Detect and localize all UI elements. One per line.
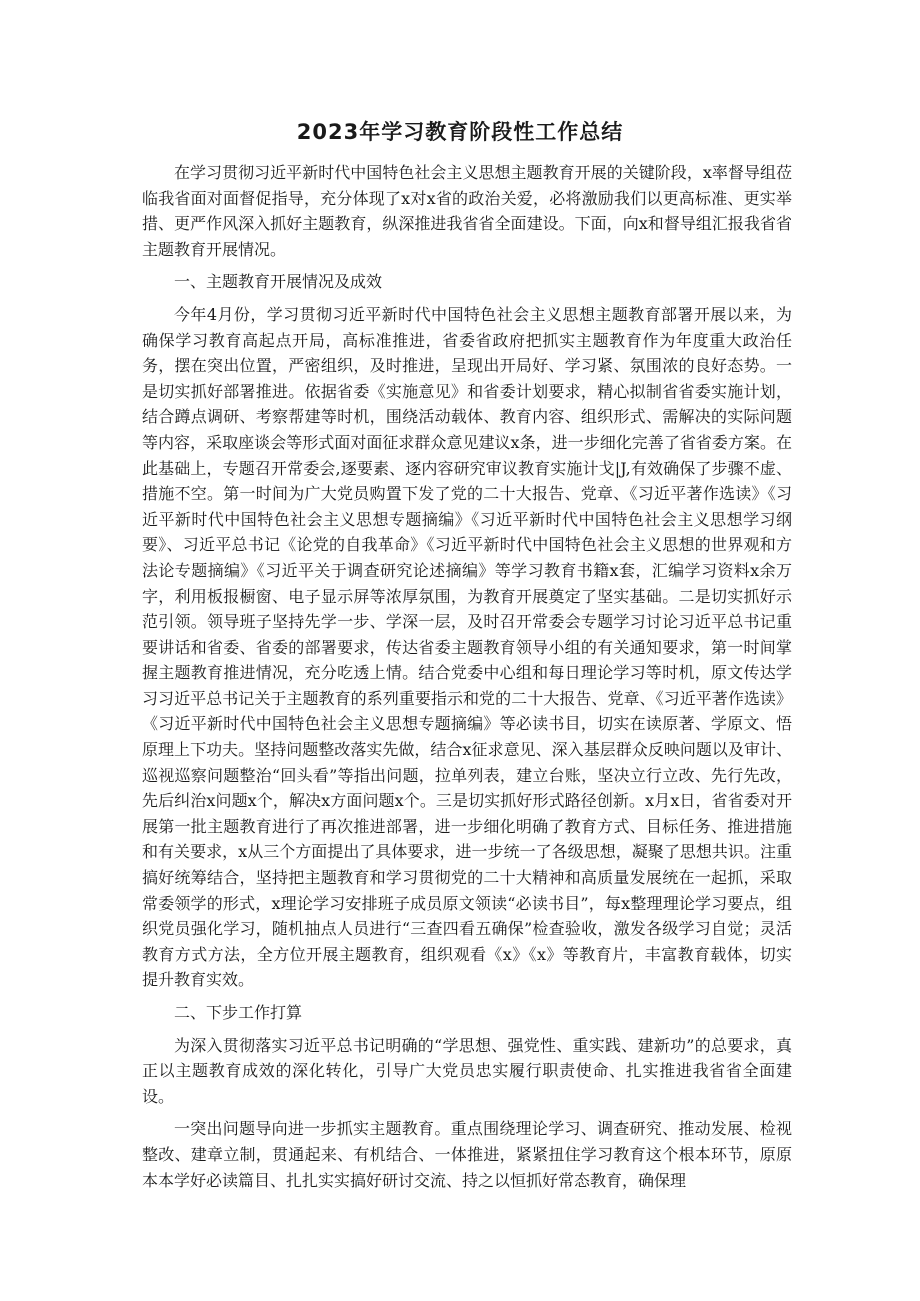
- document-title: 2023年学习教育阶段性工作总结: [296, 120, 624, 144]
- section-2-heading: 二、下步工作打算: [174, 1003, 303, 1022]
- document-body: [142, 160, 792, 1200]
- intro-paragraph: 在学习贯彻习近平新时代中国特色社会主义思想主题教育开展的关键阶段，x率督导组莅临我省面对面督促指导，充分体现了x对x省的政治关爱，必将激励我们以更高标准、更实举措、更严作风深入抓好主题教育，纵深推进我省省全面建设。下面，向x和督导组汇报我省省主题教育开展情况。: [142, 163, 792, 259]
- section-1-paragraph: 今年4月份，学习贯彻习近平新时代中国特色社会主义思想主题教育部署开展以来，为确保学习教育高起点开局，高标准推进，省委省政府把抓实主题教育作为年度重大政治任务，摆在突出位置，严密组织，及时推进，呈现出开局好、学习紧、氛围浓的良好态势。一是切实抓好部署推进。依据省委《实施意见》和省委计划要求，精心拟制省省委实施计划，结合蹲点调研、考察帮建等时机，围绕活动载体、教育内容、组织形式、需解决的实际问题等内容，采取座谈会等形式面对面征求群众意见建议x条，进一步细化完善了省省委方案。在此基础上，专题召开常委会,逐要素、逐内容研究审议教育实施计戈|J,有效确保了步骤不虚、措施不空。第一时间为广大党员购置下发了党的二十大报告、党章、《习近平著作选读》《习近平新时代中国特色社会主义思想专题摘编》《习近平新时代中国特色社会主义思想学习纲要》、习近平总书记《论党的自我革命》《习近平新时代中国特色社会主义思想的世界观和方法论专题摘编》《习近平关于调查研究论述摘编》等学习教育书籍x套，汇编学习资料x余万字，利用板报橱窗、电子显示屏等浓厚氛围，为教育开展奠定了坚实基础。二是切实抓好示范引领。领导班子坚持先学一步、学深一层，及时召开常委会专题学习讨论习近平总书记重要讲话和省委、省委的部署要求，传达省委主题教育领导小组的有关通知要求，第一时间掌握主题教育推进情况，充分吃透上情。结合党委中心组和每日理论学习等时机，原文传达学习习近平总书记关于主题教育的系列重要指示和党的二十大报告、党章、《习近平著作选读》《习近平新时代中国特色社会主义思想专题摘编》等必读书目，切实在读原著、学原文、悟原理上下功夫。坚持问题整改落实先做，结合x征求意见、深入基层群众反映问题以及审计、巡视巡察问题整治“回头看”等指出问题，拉单列表，建立台账，坚决立行立改、先行先改，先后纠治x问题x个，解决x方面问题x个。三是切实抓好形式路径创新。x月x日，省省委对开展第一批主题教育进行了再次推进部署，进一步细化明确了教育方式、目标任务、推进措施和有关要求，x从三个方面提出了具体要求，进一步统一了各级思想，凝聚了思想共识。注重搞好统筹结合，坚持把主题教育和学习贯彻党的二十大精神和高质量发展统在一起抓，采取常委领学的形式，x理论学习安排班子成员原文领读“必读书目”，每x整理理论学习要点，组织党员强化学习，随机抽点人员进行“三查四看五确保”检查验收，激发各级学习自觉；灵活教育方式方法，全方位开展主题教育，组织观看《x》《x》等教育片，丰富教育载体，切实提升教育实效。: [142, 304, 792, 990]
- section-1-heading: 一、主题教育开展情况及成效: [174, 272, 383, 292]
- section-2-point-1-paragraph: 一突出问题导向进一步抓实主题教育。重点围绕理论学习、调查研究、推动发展、检视整改、建章立制，贯通起来、有机结合、一体推进，紧紧扭住学习教育这个根本环节，原原本本学好必读篇目、扎扎实实搞好研讨交流、持之以恒抓好常态教育，确保理: [142, 1119, 792, 1190]
- section-2-intro-paragraph: 为深入贯彻落实习近平总书记明确的“学思想、强党性、重实践、建新功”的总要求，真正以主题教育成效的深化转化，引导广大党员忠实履行职责使命、扎实推进我省省全面建设。: [142, 1035, 792, 1106]
